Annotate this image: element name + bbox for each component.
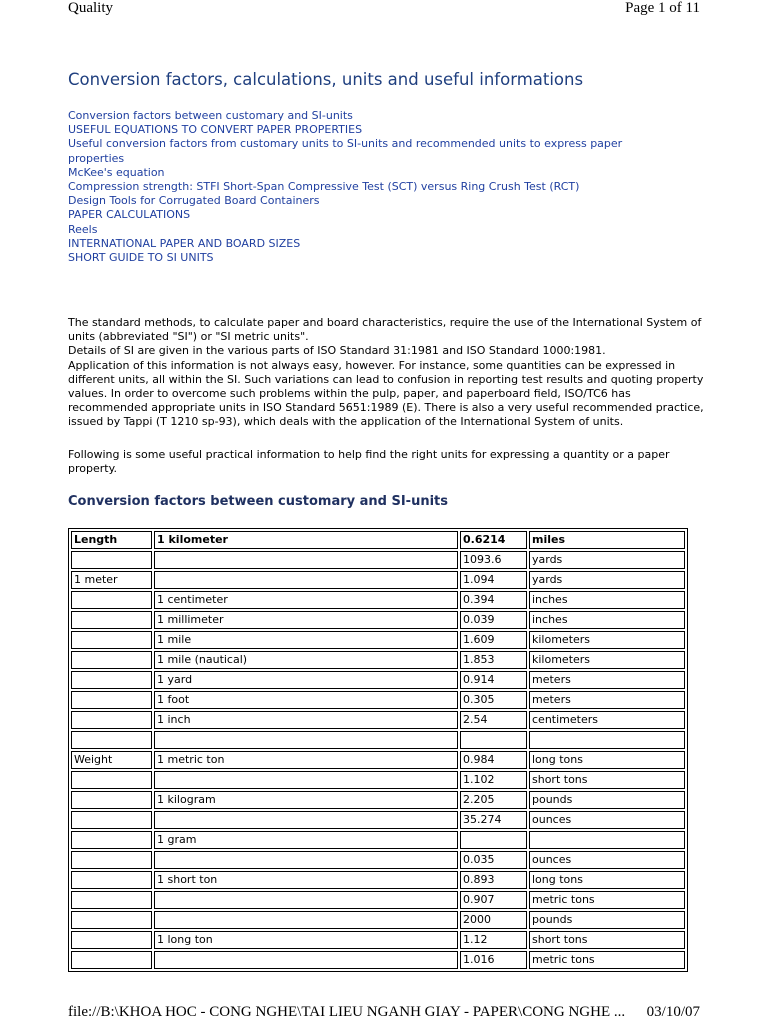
- table-row: [71, 911, 685, 929]
- category-cell: [71, 871, 152, 889]
- factor-cell: 0.914: [460, 671, 527, 689]
- intro-line: The standard methods, to calculate paper and board characteristics, require the use of the International System of units (abbreviated "SI") or "SI metric units".: [68, 316, 702, 344]
- quantity-cell: 1 centimeter: [154, 591, 458, 609]
- category-cell: Length: [71, 531, 152, 549]
- factor-cell: 1.853: [460, 651, 527, 669]
- unit-cell: yards: [529, 571, 685, 589]
- factor-cell: 0.394: [460, 591, 527, 609]
- table-row: [71, 711, 685, 729]
- category-cell: [71, 611, 152, 629]
- quantity-cell: 1 millimeter: [154, 611, 458, 629]
- table-row: [71, 611, 685, 629]
- quantity-cell: [154, 951, 458, 969]
- quantity-cell: 1 foot: [154, 691, 458, 709]
- category-cell: [71, 671, 152, 689]
- toc-link-si-units-guide[interactable]: SHORT GUIDE TO SI UNITS: [68, 251, 214, 265]
- unit-cell: [529, 731, 685, 749]
- factor-cell: 0.305: [460, 691, 527, 709]
- table-row: [71, 891, 685, 909]
- unit-cell: short tons: [529, 771, 685, 789]
- factor-cell: 2000: [460, 911, 527, 929]
- factor-cell: 1.102: [460, 771, 527, 789]
- category-cell: [71, 811, 152, 829]
- unit-cell: yards: [529, 551, 685, 569]
- unit-cell: metric tons: [529, 891, 685, 909]
- table-row: [71, 951, 685, 969]
- unit-cell: pounds: [529, 791, 685, 809]
- quantity-cell: [154, 851, 458, 869]
- factor-cell: [460, 831, 527, 849]
- unit-cell: ounces: [529, 811, 685, 829]
- file-path: file://B:\KHOA HOC - CONG NGHE\TAI LIEU NGANH GIAY - PAPER\CONG NGHE ...: [68, 1004, 626, 1020]
- category-cell: [71, 591, 152, 609]
- header-title: Quality: [68, 0, 113, 16]
- quantity-cell: 1 short ton: [154, 871, 458, 889]
- category-cell: [71, 891, 152, 909]
- table-row: [71, 591, 685, 609]
- unit-cell: short tons: [529, 931, 685, 949]
- quantity-cell: [154, 551, 458, 569]
- intro-note: Following is some useful practical information to help find the right units for expressing a quantity or a paper property.: [68, 448, 670, 476]
- unit-cell: inches: [529, 591, 685, 609]
- unit-cell: metric tons: [529, 951, 685, 969]
- table-row: [71, 931, 685, 949]
- quantity-cell: [154, 571, 458, 589]
- factor-cell: 1.016: [460, 951, 527, 969]
- quantity-cell: [154, 731, 458, 749]
- unit-cell: [529, 831, 685, 849]
- table-row: [71, 551, 685, 569]
- toc-link-reels[interactable]: Reels: [68, 222, 98, 236]
- table-row: [71, 771, 685, 789]
- page-number: Page 1 of 11: [625, 0, 700, 16]
- unit-cell: meters: [529, 671, 685, 689]
- factor-cell: [460, 731, 527, 749]
- factor-cell: 0.907: [460, 891, 527, 909]
- table-row: [71, 871, 685, 889]
- category-cell: [71, 851, 152, 869]
- unit-cell: inches: [529, 611, 685, 629]
- table-row: [71, 791, 685, 809]
- quantity-cell: [154, 911, 458, 929]
- quantity-cell: 1 kilogram: [154, 791, 458, 809]
- unit-cell: meters: [529, 691, 685, 709]
- category-cell: [71, 831, 152, 849]
- conversion-table: [68, 528, 688, 972]
- category-cell: [71, 931, 152, 949]
- quantity-cell: 1 mile: [154, 631, 458, 649]
- page-title: Conversion factors, calculations, units and useful informations: [68, 70, 584, 89]
- toc-link-conversion-factors[interactable]: Conversion factors between customary and SI-units: [68, 109, 353, 122]
- intro-paragraph: [68, 316, 708, 430]
- category-cell: [71, 731, 152, 749]
- table-row: [71, 671, 685, 689]
- factor-cell: 1.609: [460, 631, 527, 649]
- unit-cell: kilometers: [529, 651, 685, 669]
- table-row: [71, 691, 685, 709]
- category-cell: 1 meter: [71, 571, 152, 589]
- table-row: [71, 751, 685, 769]
- quantity-cell: [154, 811, 458, 829]
- unit-cell: long tons: [529, 751, 685, 769]
- toc-link-compression-strength[interactable]: Compression strength: STFI Short-Span Compressive Test (SCT) versus Ring Crush Test (RCT): [68, 180, 580, 194]
- factor-cell: 0.035: [460, 851, 527, 869]
- page-header: [68, 0, 700, 20]
- category-cell: [71, 911, 152, 929]
- table-row: [71, 631, 685, 649]
- toc-link-useful-conversion-factors[interactable]: Useful conversion factors from customary units to SI-units and recommended units to express paper properties: [68, 137, 623, 165]
- table-row: [71, 851, 685, 869]
- quantity-cell: [154, 771, 458, 789]
- category-cell: [71, 651, 152, 669]
- unit-cell: pounds: [529, 911, 685, 929]
- category-cell: [71, 791, 152, 809]
- factor-cell: 0.984: [460, 751, 527, 769]
- factor-cell: 1.12: [460, 931, 527, 949]
- quantity-cell: 1 gram: [154, 831, 458, 849]
- table-row: [71, 651, 685, 669]
- quantity-cell: 1 yard: [154, 671, 458, 689]
- section-title: Conversion factors between customary and SI-units: [68, 494, 448, 509]
- toc-link-useful-equations[interactable]: USEFUL EQUATIONS TO CONVERT PAPER PROPERTIES: [68, 123, 363, 137]
- category-cell: [71, 631, 152, 649]
- category-cell: [71, 551, 152, 569]
- factor-cell: 2.54: [460, 711, 527, 729]
- quantity-cell: 1 kilometer: [154, 531, 458, 549]
- quantity-cell: 1 mile (nautical): [154, 651, 458, 669]
- print-date: 03/10/07: [646, 1004, 700, 1020]
- category-cell: [71, 771, 152, 789]
- factor-cell: 0.6214: [460, 531, 527, 549]
- category-cell: [71, 691, 152, 709]
- quantity-cell: 1 metric ton: [154, 751, 458, 769]
- table-row: [71, 571, 685, 589]
- unit-cell: long tons: [529, 871, 685, 889]
- unit-cell: ounces: [529, 851, 685, 869]
- toc-link-design-tools[interactable]: Design Tools for Corrugated Board Containers: [68, 194, 320, 208]
- factor-cell: 0.039: [460, 611, 527, 629]
- unit-cell: centimeters: [529, 711, 685, 729]
- toc-link-paper-calculations[interactable]: PAPER CALCULATIONS: [68, 208, 191, 222]
- table-row: [71, 731, 685, 749]
- intro-line: Details of SI are given in the various parts of ISO Standard 31:1981 and ISO Standard 1000:1981.: [68, 344, 606, 358]
- category-cell: [71, 711, 152, 729]
- unit-cell: miles: [529, 531, 685, 549]
- intro-line: Application of this information is not always easy, however. For instance, some quantities can be expressed in different units, all within the SI. Such variations can lead to confusion in reporting test results and quoting property values. In order to overcome such problems within the pulp, paper, and paperboard field, ISO/TC6 has recommended appropriate units in ISO Standard 5651:1989 (E). There is also a very useful recommended practice, issued by Tappi (T 1210 sp-93), which deals with the application of the International System of units.: [68, 358, 704, 429]
- factor-cell: 35.274: [460, 811, 527, 829]
- quantity-cell: 1 long ton: [154, 931, 458, 949]
- quantity-cell: 1 inch: [154, 711, 458, 729]
- table-of-contents: [68, 109, 668, 265]
- table-row: [71, 831, 685, 849]
- toc-link-paper-board-sizes[interactable]: INTERNATIONAL PAPER AND BOARD SIZES: [68, 236, 301, 250]
- toc-link-mckee-equation[interactable]: McKee's equation: [68, 165, 165, 179]
- quantity-cell: [154, 891, 458, 909]
- table-row: [71, 531, 685, 549]
- factor-cell: 0.893: [460, 871, 527, 889]
- factor-cell: 1093.6: [460, 551, 527, 569]
- factor-cell: 2.205: [460, 791, 527, 809]
- unit-cell: kilometers: [529, 631, 685, 649]
- factor-cell: 1.094: [460, 571, 527, 589]
- category-cell: Weight: [71, 751, 152, 769]
- table-row: [71, 811, 685, 829]
- category-cell: [71, 951, 152, 969]
